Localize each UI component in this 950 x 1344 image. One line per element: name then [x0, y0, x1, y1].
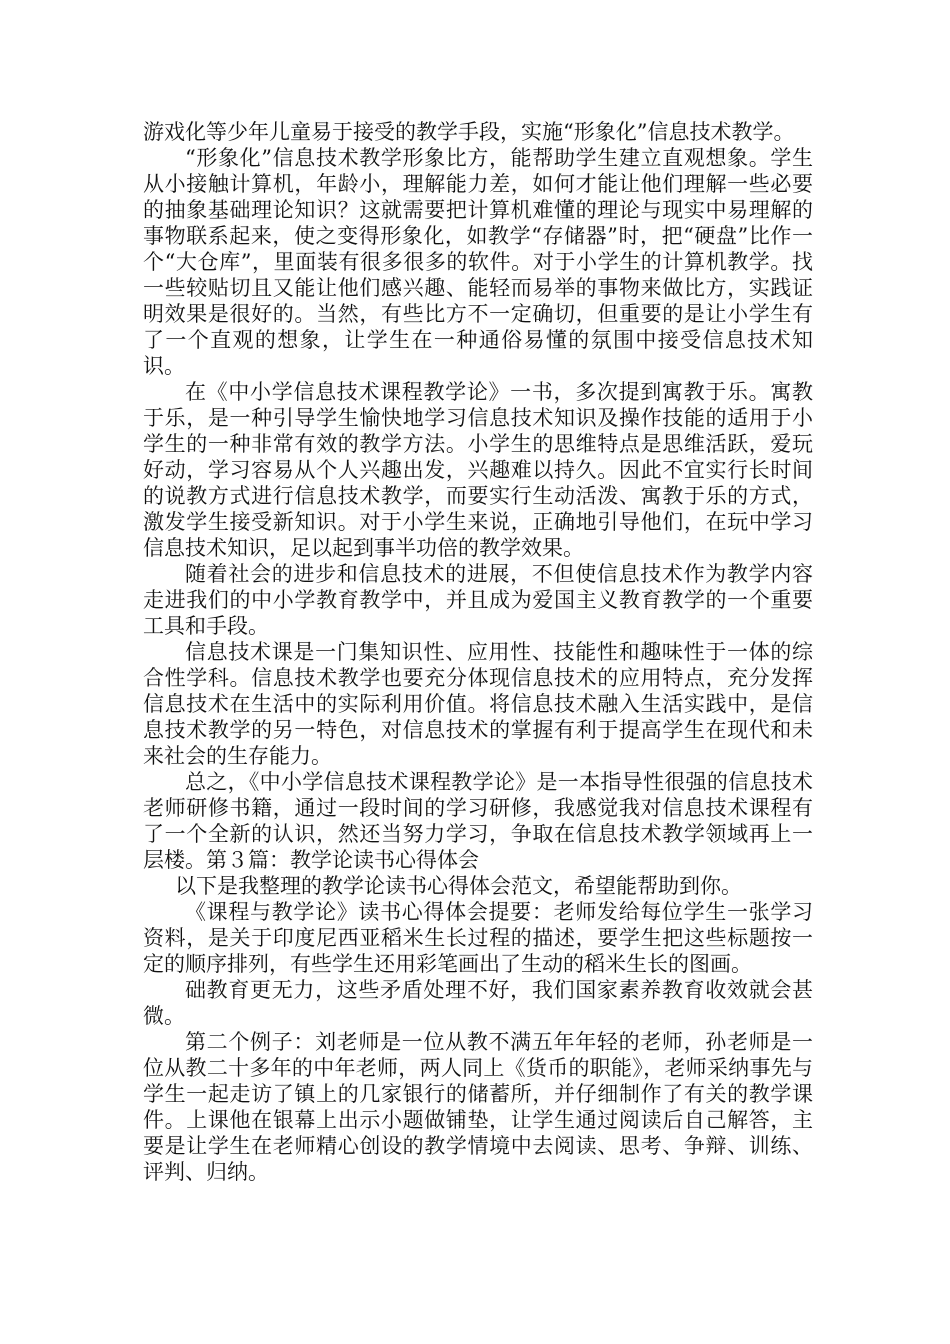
- paragraph-4: 随着社会的进步和信息技术的进展，不但使信息技术作为教学内容走进我们的中小学教育教学中，并且成为爱国主义教育教学的一个重要工具和手段。: [143, 562, 813, 638]
- document-page: [143, 119, 813, 1185]
- paragraph-8: 《课程与教学论》读书心得体会提要：老师发给每位学生一张学习资料，是关于印度尼西亚稻米生长过程的描述，要学生把这些标题按一定的顺序排列，有些学生还用彩笔画出了生动的稻米生长的图画。: [143, 900, 813, 976]
- paragraph-7: 以下是我整理的教学论读书心得体会范文，希望能帮助到你。: [175, 874, 742, 898]
- paragraph-5: 信息技术课是一门集知识性、应用性、技能性和趣味性于一体的综合性学科。信息技术教学也要充分体现信息技术的应用特点，充分发挥信息技术在生活中的实际利用价值。将信息技术融入生活实践中，是信息技术教学的另一特色，对信息技术的掌握有利于提高学生在现代和未来社会的生存能力。: [143, 640, 813, 768]
- paragraph-10: 第二个例子：刘老师是一位从教不满五年年轻的老师，孙老师是一位从教二十多年的中年老师，两人同上《货币的职能》，老师采纳事先与学生一起走访了镇上的几家银行的储蓄所，并仔细制作了有关的教学课件。上课他在银幕上出示小题做铺垫，让学生通过阅读后自己解答，主要是让学生在老师精心创设的教学情境中去阅读、思考、争辩、训练、评判、归纳。: [143, 1030, 813, 1184]
- paragraph-3: 在《中小学信息技术课程教学论》一书，多次提到寓教于乐。寓教于乐，是一种引导学生愉快地学习信息技术知识及操作技能的适用于小学生的一种非常有效的教学方法。小学生的思维特点是思维活跃，爱玩好动，学习容易从个人兴趣出发，兴趣难以持久。因此不宜实行长时间的说教方式进行信息技术教学，而要实行生动活泼、寓教于乐的方式，激发学生接受新知识。对于小学生来说，正确地引导他们，在玩中学习信息技术知识，足以起到事半功倍的教学效果。: [143, 380, 813, 560]
- paragraph-6: 总之，《中小学信息技术课程教学论》是一本指导性很强的信息技术老师研修书籍，通过一段时间的学习研修，我感觉我对信息技术课程有了一个全新的认识，然还当努力学习，争取在信息技术教学领域再上一层楼。第３篇：教学论读书心得体会: [143, 770, 813, 872]
- paragraph-9: 础教育更无力，这些矛盾处理不好，我们国家素养教育收效就会甚微。: [143, 978, 813, 1028]
- paragraph-2: “形象化”信息技术教学形象比方，能帮助学生建立直观想象。学生从小接触计算机，年龄小，理解能力差，如何才能让他们理解一些必要的抽象基础理论知识？这就需要把计算机难懂的理论与现实中易理解的事物联系起来，使之变得形象化，如教学“存储器”时，把“硬盘”比作一个“大仓库”，里面装有很多很多的软件。对于小学生的计算机教学。找一些较贴切且又能让他们感兴趣、能轻而易举的事物来做比方，实践证明效果是很好的。当然，有些比方不一定确切，但重要的是让小学生有了一个直观的想象，让学生在一种通俗易懂的氛围中接受信息技术知识。: [143, 146, 813, 378]
- paragraph-1: 游戏化等少年儿童易于接受的教学手段，实施“形象化”信息技术教学。: [143, 120, 795, 144]
